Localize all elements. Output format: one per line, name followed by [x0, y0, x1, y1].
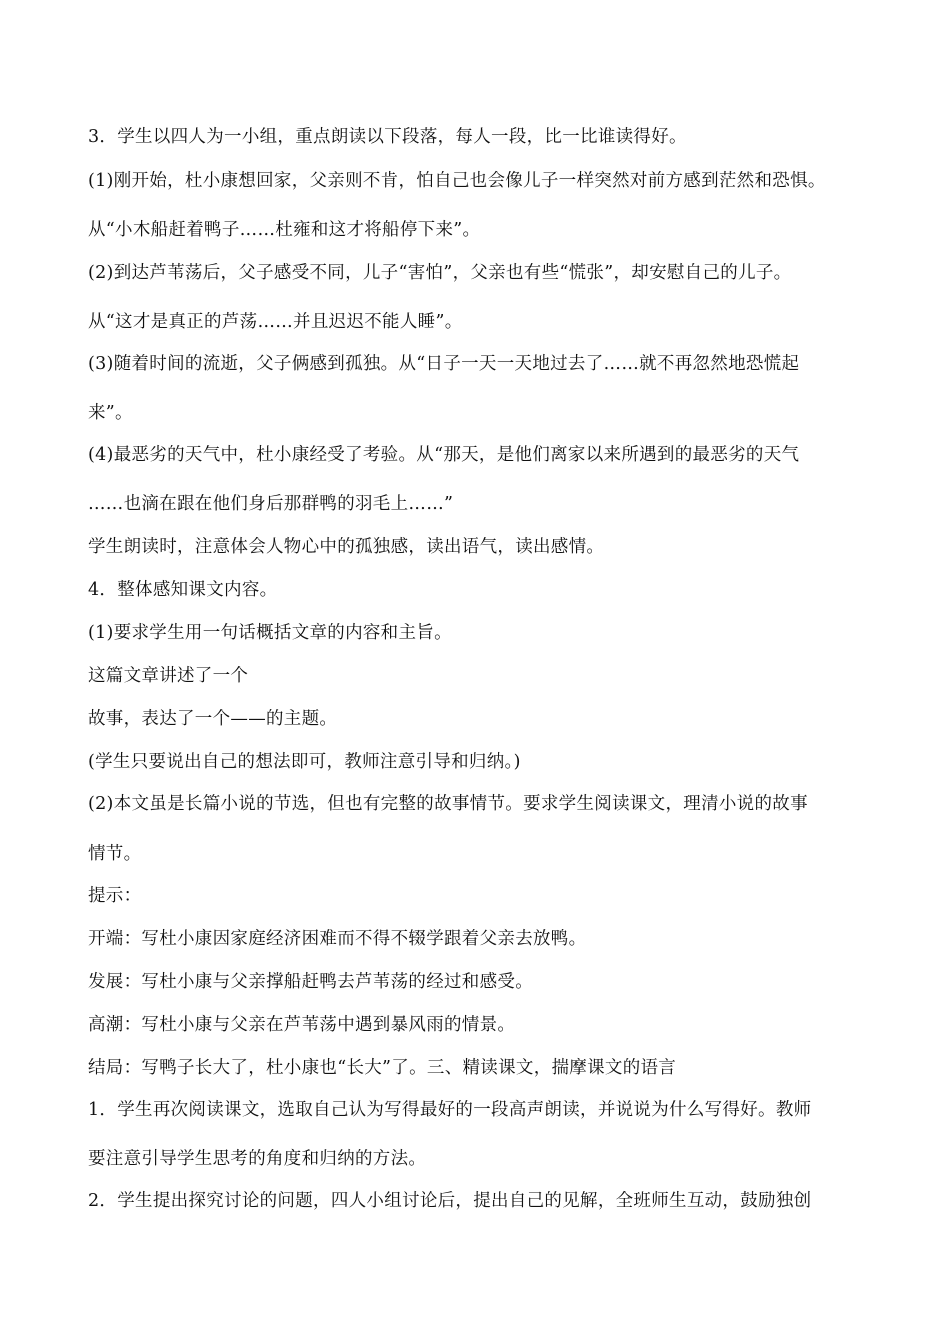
text-line: 这篇文章讲述了一个 [88, 666, 249, 686]
text-line: 情节。 [88, 844, 142, 864]
text-line: (3)随着时间的流逝，父子俩感到孤独。从“日子一天一天地过去了……就不再忽然地恐慌起 [88, 354, 800, 374]
text-line: 要注意引导学生思考的角度和归纳的方法。 [88, 1149, 427, 1169]
text-line: 高潮：写杜小康与父亲在芦苇荡中遇到暴风雨的情景。 [88, 1015, 516, 1035]
text-line: (4)最恶劣的天气中，杜小康经受了考验。从“那天，是他们离家以来所遇到的最恶劣的天气 [88, 445, 800, 465]
text-line: ……也滴在跟在他们身后那群鸭的羽毛上……” [88, 494, 454, 514]
text-line: 4．整体感知课文内容。 [88, 580, 278, 600]
text-line: 从“这才是真正的芦荡……并且迟迟不能人睡”。 [88, 312, 463, 332]
text-line: 3．学生以四人为一小组，重点朗读以下段落，每人一段，比一比谁读得好。 [88, 127, 687, 147]
text-line: 结局：写鸭子长大了，杜小康也“长大”了。三、精读课文，揣摩课文的语言 [88, 1058, 677, 1078]
text-line: 2．学生提出探究讨论的问题，四人小组讨论后，提出自己的见解，全班师生互动，鼓励独创 [88, 1191, 812, 1211]
text-line: 学生朗读时，注意体会人物心中的孤独感，读出语气，读出感情。 [88, 537, 605, 557]
text-line: (2)本文虽是长篇小说的节选，但也有完整的故事情节。要求学生阅读课文，理清小说的故事 [88, 794, 808, 814]
text-line: 提示： [88, 886, 142, 906]
text-line: 开端：写杜小康因家庭经济困难而不得不辍学跟着父亲去放鸭。 [88, 929, 587, 949]
text-line: 故事，表达了一个——的主题。 [88, 709, 338, 729]
text-line: 来”。 [88, 403, 133, 423]
text-line: 1．学生再次阅读课文，选取自己认为写得最好的一段高声朗读，并说说为什么写得好。教师 [88, 1100, 812, 1120]
text-line: 从“小木船赶着鸭子……杜雍和这才将船停下来”。 [88, 220, 481, 240]
text-line: (学生只要说出自己的想法即可，教师注意引导和归纳。) [88, 752, 521, 772]
text-line: 发展：写杜小康与父亲撑船赶鸭去芦苇荡的经过和感受。 [88, 972, 533, 992]
text-line: (1)要求学生用一句话概括文章的内容和主旨。 [88, 623, 452, 643]
text-line: (2)到达芦苇荡后，父子感受不同，儿子“害怕”，父亲也有些“慌张”，却安慰自己的儿子。 [88, 263, 792, 283]
text-line: (1)刚开始，杜小康想回家，父亲则不肯，怕自己也会像儿子一样突然对前方感到茫然和恐惧。 [88, 171, 826, 191]
